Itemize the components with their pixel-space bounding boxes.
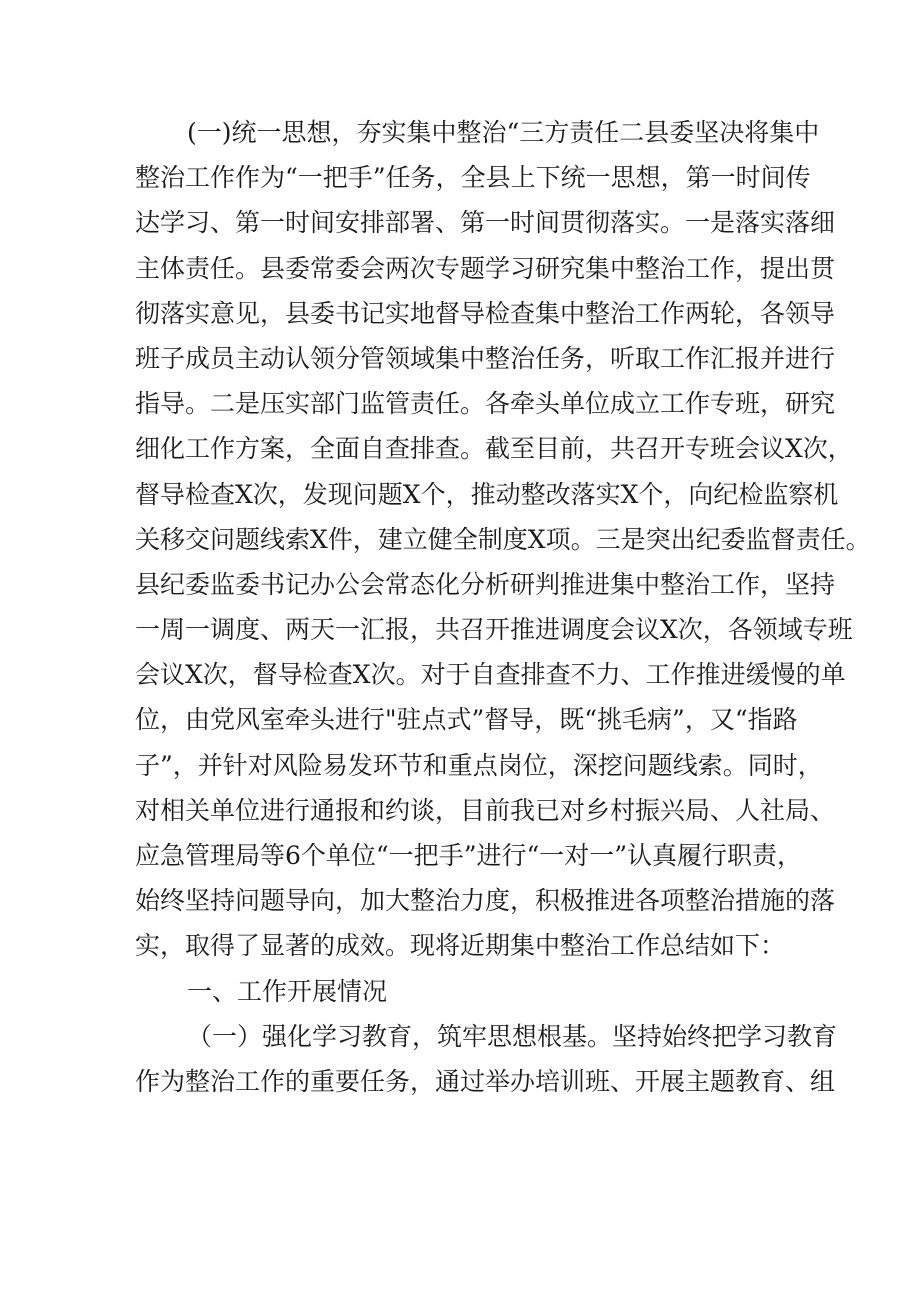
paragraph-line: 对相关单位进行通报和约谈，目前我已对乡村振兴局、人社局、: [135, 795, 836, 825]
paragraph-line: 彻落实意见，县委书记实地督导检查集中整治工作两轮，各领导: [135, 298, 836, 328]
paragraph-line: 会议X次，督导检查X次。对于自查排查不力、工作推进缓慢的单: [135, 660, 846, 690]
paragraph-line: 一周一调度、两天一汇报，共召开推进调度会议X次，各领域专班: [135, 615, 853, 645]
section-heading: 一、工作开展情况: [187, 976, 388, 1006]
paragraph-line: 关移交问题线索X件，建立健全制度X项。三是突出纪委监督责任。: [135, 524, 871, 554]
paragraph-line: 位，由党风室牵头进行"驻点式”督导，既“挑毛病”，又“指路: [135, 705, 798, 735]
paragraph-line: 应急管理局等6个单位“一把手”进行“一对一”认真履行职责，: [135, 841, 803, 870]
paragraph-line: 县纪委监委书记办公会常态化分析研判推进集中整治工作，坚持: [135, 569, 836, 599]
paragraph-line: (一)统一思想，夯实集中整治“三方责任二县委坚决将集中: [187, 118, 820, 147]
paragraph-line: 作为整治工作的重要任务，通过举办培训班、开展主题教育、组: [135, 1066, 836, 1096]
paragraph-line: 达学习、第一时间安排部署、第一时间贯彻落实。一是落实落细: [135, 208, 836, 238]
paragraph-line: 督导检查X次，发现问题X个，推动整改落实X个，向纪检监察机: [135, 479, 839, 509]
document-body: [135, 110, 871, 1104]
paragraph-line: 实，取得了显著的成效。现将近期集中整治工作总结如下：: [135, 931, 786, 961]
paragraph-line: 子”，并针对风险易发环节和重点岗位，深挖问题线索。同时，: [135, 750, 823, 780]
paragraph-line: 细化工作方案，全面自查排查。截至目前，共召开专班会议X次，: [135, 434, 853, 464]
paragraph-line: 整治工作作为“一把手”任务，全县上下统一思想，第一时间传: [135, 163, 811, 193]
paragraph-line: 始终坚持问题导向，加大整治力度，积极推进各项整治措施的落: [135, 886, 836, 916]
paragraph-line: 班子成员主动认领分管领域集中整治任务，听取工作汇报并进行: [135, 343, 836, 373]
subsection-heading-line: （一）强化学习教育，筑牢思想根基。坚持始终把学习教育: [187, 1021, 838, 1051]
paragraph-line: 指导。二是压实部门监管责任。各牵头单位成立工作专班，研究: [135, 389, 836, 419]
paragraph-line: 主体责任。县委常委会两次专题学习研究集中整治工作，提出贯: [135, 253, 836, 283]
